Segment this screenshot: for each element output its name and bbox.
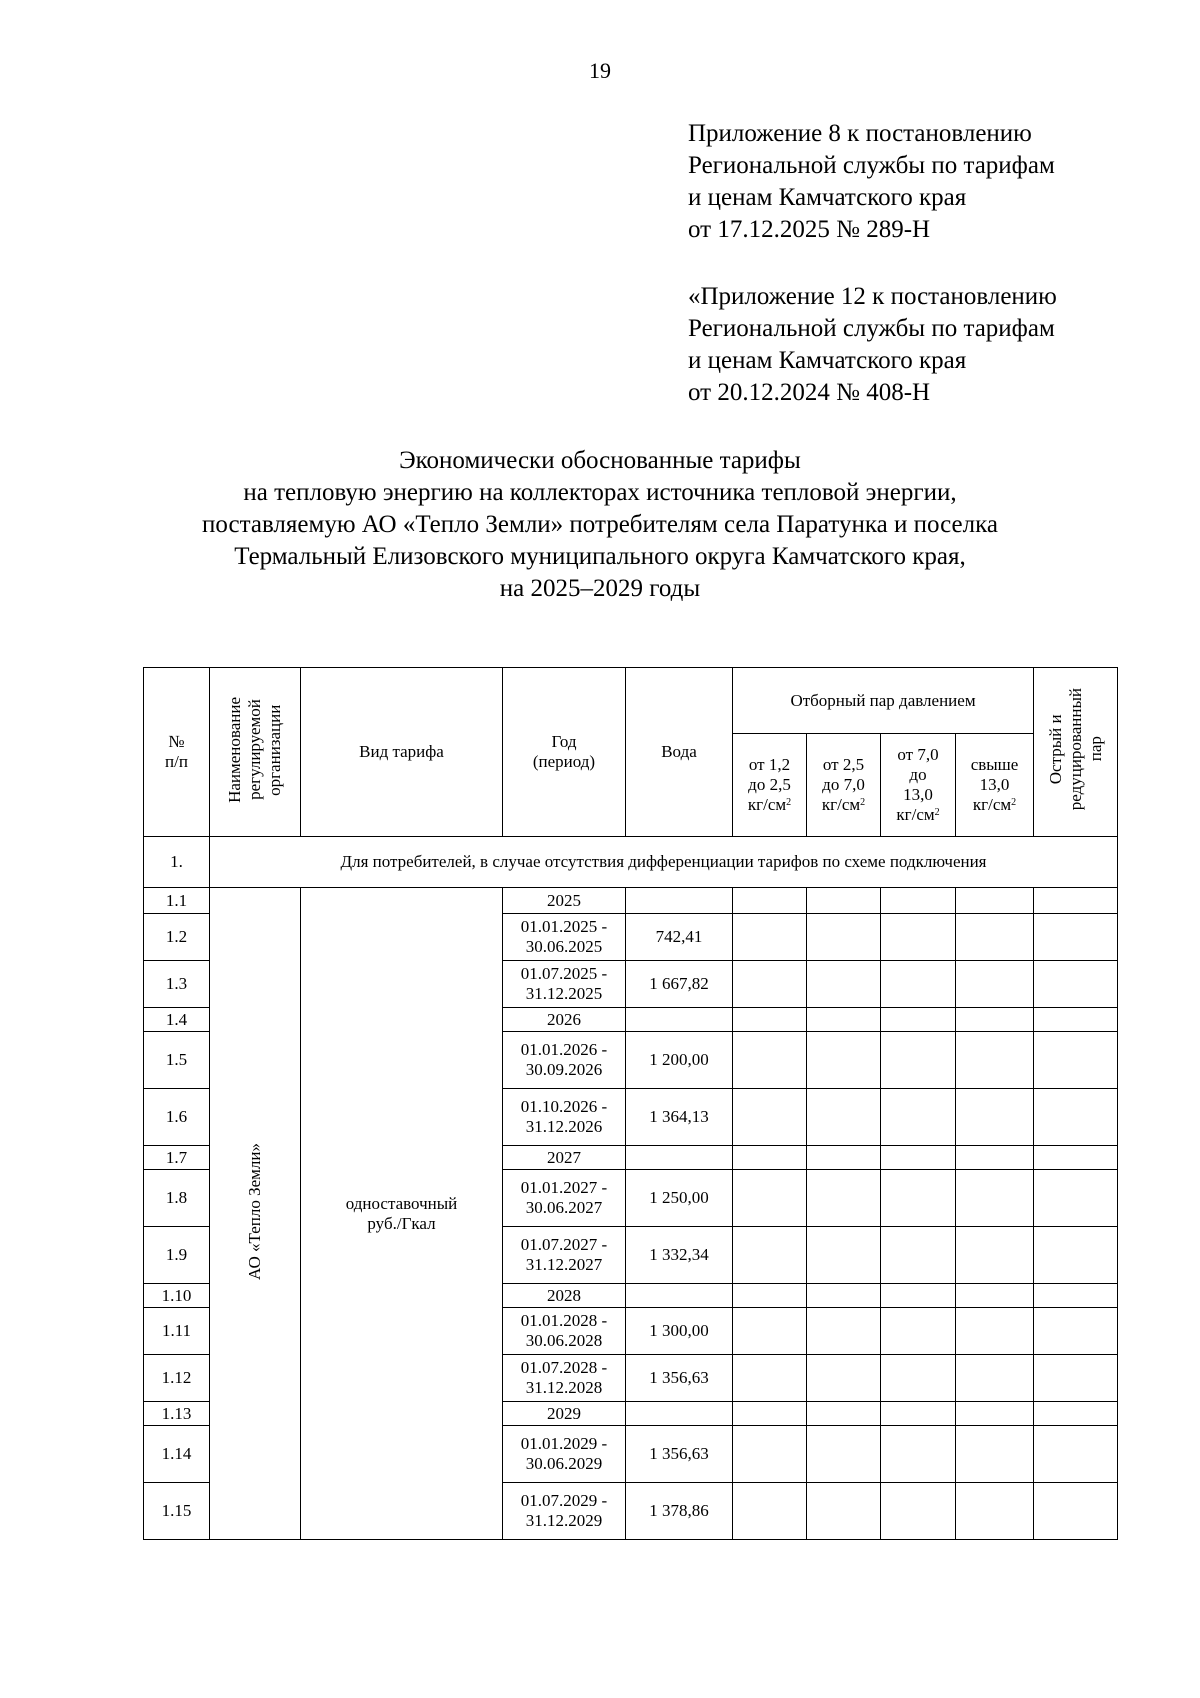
empty-cell [807,1402,881,1426]
row-number: 1.4 [144,1008,210,1032]
empty-cell [807,1308,881,1355]
appendix-current-line: Приложение 8 к постановлению [688,120,1032,147]
empty-cell [807,1170,881,1227]
tariff-type-cell [301,888,503,1540]
empty-cell [881,1355,956,1402]
empty-cell [807,1089,881,1146]
header-sharp-vertical [1046,688,1106,810]
title-line: на тепловую энергию на коллекторах источника тепловой энергии, [243,479,957,506]
period-line: 01.01.2027 - [520,1178,608,1197]
header-pressure-line: до [909,765,927,784]
period-cell: 2028 [503,1284,626,1308]
period-line: 01.07.2027 - [520,1235,608,1254]
empty-cell [733,1426,807,1483]
unit-sup: 2 [934,807,940,818]
unit-sup: 2 [786,797,792,808]
empty-cell [733,1032,807,1089]
empty-cell [956,1227,1034,1284]
period-cell [503,914,626,961]
header-num [144,668,210,837]
period-line: 31.12.2025 [525,984,603,1003]
empty-cell [881,1402,956,1426]
empty-cell [1034,1402,1118,1426]
table-row [144,888,1118,914]
water-value: 1 250,00 [626,1170,733,1227]
empty-cell [881,1170,956,1227]
section-title: Для потребителей, в случае отсутствия дифференциации тарифов по схеме подключения [210,837,1118,888]
header-organization-vertical [225,697,285,803]
period-cell [503,1426,626,1483]
appendix-current-line: и ценам Камчатского края [688,184,967,211]
period-cell: 2026 [503,1008,626,1032]
row-number: 1.13 [144,1402,210,1426]
empty-cell [1034,1355,1118,1402]
empty-cell [956,1170,1034,1227]
empty-cell [807,1227,881,1284]
period-line: 31.12.2026 [525,1117,603,1136]
document-title [0,445,1200,605]
row-number: 1.9 [144,1227,210,1284]
empty-cell [1034,1308,1118,1355]
empty-cell [1034,1089,1118,1146]
empty-cell [733,1308,807,1355]
empty-cell [733,888,807,914]
header-org-line: регулируемой [245,699,264,800]
header-pressure-unit [733,795,806,815]
period-cell [503,1483,626,1540]
period-cell [503,1032,626,1089]
empty-cell [881,888,956,914]
empty-cell [881,1227,956,1284]
empty-cell [881,1308,956,1355]
period-line: 01.10.2026 - [520,1097,608,1116]
appendix-current [688,118,1055,246]
tariff-table [143,667,1118,1540]
empty-cell [807,1483,881,1540]
period-line: 01.07.2029 - [520,1491,608,1510]
period-line: 31.12.2027 [525,1255,603,1274]
header-sharp-steam [1034,668,1118,837]
empty-cell [1034,888,1118,914]
period-cell [503,1308,626,1355]
empty-cell [881,1089,956,1146]
period-line: 30.06.2027 [525,1198,603,1217]
empty-cell [956,1426,1034,1483]
appendix-original [688,281,1057,409]
empty-cell [733,1146,807,1170]
period-cell [503,1355,626,1402]
period-line: 01.01.2026 - [520,1040,608,1059]
header-year-line: Год [551,732,577,751]
empty-cell [733,1402,807,1426]
empty-cell [807,914,881,961]
water-value [626,888,733,914]
empty-cell [733,1284,807,1308]
section-number: 1. [144,837,210,888]
empty-cell [733,1170,807,1227]
header-pressure-line: до 7,0 [822,775,865,794]
header-num-line: п/п [165,752,188,771]
header-sharp-line: пар [1085,736,1105,763]
header-year-line: (период) [532,752,596,771]
row-number: 1.14 [144,1426,210,1483]
water-value [626,1008,733,1032]
empty-cell [881,1146,956,1170]
row-number: 1.2 [144,914,210,961]
header-sharp-line: редуцированный [1065,688,1085,811]
header-pressure-4 [956,734,1034,837]
header-pressure-3 [881,734,956,837]
appendix-original-line: Региональной службы по тарифам [688,315,1055,342]
header-water: Вода [626,668,733,837]
empty-cell [1034,914,1118,961]
header-pressure-line: 13,0 [979,775,1010,794]
empty-cell [881,1032,956,1089]
empty-cell [881,1483,956,1540]
period-line: 30.06.2028 [525,1331,603,1350]
header-num-line: № [168,732,185,751]
empty-cell [807,1008,881,1032]
empty-cell [956,1308,1034,1355]
empty-cell [733,1227,807,1284]
header-pressure-2 [807,734,881,837]
period-cell: 2027 [503,1146,626,1170]
row-number: 1.1 [144,888,210,914]
unit-text: кг/см [896,805,935,824]
header-pressure-unit [807,795,880,815]
period-line: 30.09.2026 [525,1060,603,1079]
unit-text: кг/см [821,795,861,814]
period-cell [503,1089,626,1146]
period-line: 30.06.2025 [525,937,603,956]
header-pressure-line: от 1,2 [748,755,791,774]
empty-cell [733,1089,807,1146]
empty-cell [1034,1170,1118,1227]
period-line: 01.07.2025 - [520,964,608,983]
page-number: 19 [589,58,611,83]
empty-cell [1034,1426,1118,1483]
header-pressure-line: до 2,5 [748,775,791,794]
unit-sup: 2 [1011,797,1017,808]
appendix-current-line: от 17.12.2025 № 289-Н [688,216,931,243]
empty-cell [733,1483,807,1540]
header-steam-group: Отборный пар давлением [733,668,1034,734]
row-number: 1.15 [144,1483,210,1540]
empty-cell [881,961,956,1008]
period-line: 31.12.2028 [525,1378,603,1397]
tariff-type-line: руб./Гкал [367,1213,436,1233]
empty-cell [807,1426,881,1483]
header-pressure-line: 13,0 [903,785,933,804]
empty-cell [956,888,1034,914]
empty-cell [807,1032,881,1089]
row-number: 1.10 [144,1284,210,1308]
header-pressure-unit [956,795,1033,815]
water-value: 1 667,82 [626,961,733,1008]
row-number: 1.7 [144,1146,210,1170]
period-cell [503,961,626,1008]
empty-cell [956,1483,1034,1540]
water-value: 1 378,86 [626,1483,733,1540]
unit-text: кг/см [747,795,787,814]
empty-cell [1034,1008,1118,1032]
row-number: 1.11 [144,1308,210,1355]
water-value [626,1146,733,1170]
unit-text: кг/см [972,795,1012,814]
period-line: 01.01.2029 - [520,1434,608,1453]
organization-cell [210,888,301,1540]
header-org-line: Наименование [225,696,244,803]
empty-cell [807,1146,881,1170]
header-pressure-1 [733,734,807,837]
water-value: 1 200,00 [626,1032,733,1089]
header-row [144,668,1118,734]
period-line: 30.06.2029 [525,1454,603,1473]
empty-cell [1034,1483,1118,1540]
title-line: поставляемую АО «Тепло Земли» потребителям села Паратунка и поселка [202,511,998,538]
header-year [503,668,626,837]
water-value: 1 300,00 [626,1308,733,1355]
tariff-type-line: одноставочный [345,1193,458,1213]
empty-cell [956,1402,1034,1426]
header-pressure-line: свыше [970,755,1019,774]
empty-cell [881,914,956,961]
title-line: Термальный Елизовского муниципального округа Камчатского края, [234,543,966,570]
empty-cell [956,961,1034,1008]
appendix-original-line: «Приложение 12 к постановлению [688,283,1057,310]
empty-cell [807,1284,881,1308]
empty-cell [881,1426,956,1483]
water-value: 1 356,63 [626,1426,733,1483]
title-line: на 2025–2029 годы [499,575,701,602]
empty-cell [956,1284,1034,1308]
empty-cell [807,961,881,1008]
empty-cell [881,1284,956,1308]
appendix-current-line: Региональной службы по тарифам [688,152,1055,179]
row-number: 1.5 [144,1032,210,1089]
water-value: 1 332,34 [626,1227,733,1284]
empty-cell [1034,961,1118,1008]
header-pressure-unit [881,805,955,825]
period-line: 31.12.2029 [525,1511,603,1530]
row-number: 1.6 [144,1089,210,1146]
header-pressure-line: от 7,0 [897,745,939,764]
row-number: 1.3 [144,961,210,1008]
empty-cell [1034,1146,1118,1170]
empty-cell [881,1008,956,1032]
water-value [626,1284,733,1308]
empty-cell [956,914,1034,961]
title-line: Экономически обоснованные тарифы [399,447,801,474]
section-row [144,837,1118,888]
period-line: 01.01.2028 - [520,1311,608,1330]
empty-cell [956,1032,1034,1089]
organization-name: АО «Тепло Земли» [245,1142,264,1280]
water-value: 742,41 [626,914,733,961]
header-tariff-type: Вид тарифа [301,668,503,837]
header-org-line: организации [265,703,284,796]
period-cell [503,1170,626,1227]
empty-cell [733,961,807,1008]
period-cell: 2029 [503,1402,626,1426]
unit-sup: 2 [860,797,866,808]
empty-cell [956,1008,1034,1032]
header-sharp-line: Острый и [1045,714,1065,785]
empty-cell [807,888,881,914]
row-number: 1.12 [144,1355,210,1402]
empty-cell [733,1008,807,1032]
empty-cell [956,1146,1034,1170]
appendix-original-line: и ценам Камчатского края [688,347,967,374]
row-number: 1.8 [144,1170,210,1227]
period-cell [503,1227,626,1284]
empty-cell [733,1355,807,1402]
empty-cell [807,1355,881,1402]
empty-cell [1034,1032,1118,1089]
period-line: 01.01.2025 - [520,917,608,936]
period-line: 01.07.2028 - [520,1358,608,1377]
period-cell: 2025 [503,888,626,914]
appendix-original-line: от 20.12.2024 № 408-Н [688,379,931,406]
water-value: 1 364,13 [626,1089,733,1146]
header-organization [210,668,301,837]
empty-cell [733,914,807,961]
empty-cell [956,1089,1034,1146]
header-pressure-line: от 2,5 [822,755,865,774]
water-value [626,1402,733,1426]
empty-cell [1034,1227,1118,1284]
empty-cell [956,1355,1034,1402]
water-value: 1 356,63 [626,1355,733,1402]
empty-cell [1034,1284,1118,1308]
